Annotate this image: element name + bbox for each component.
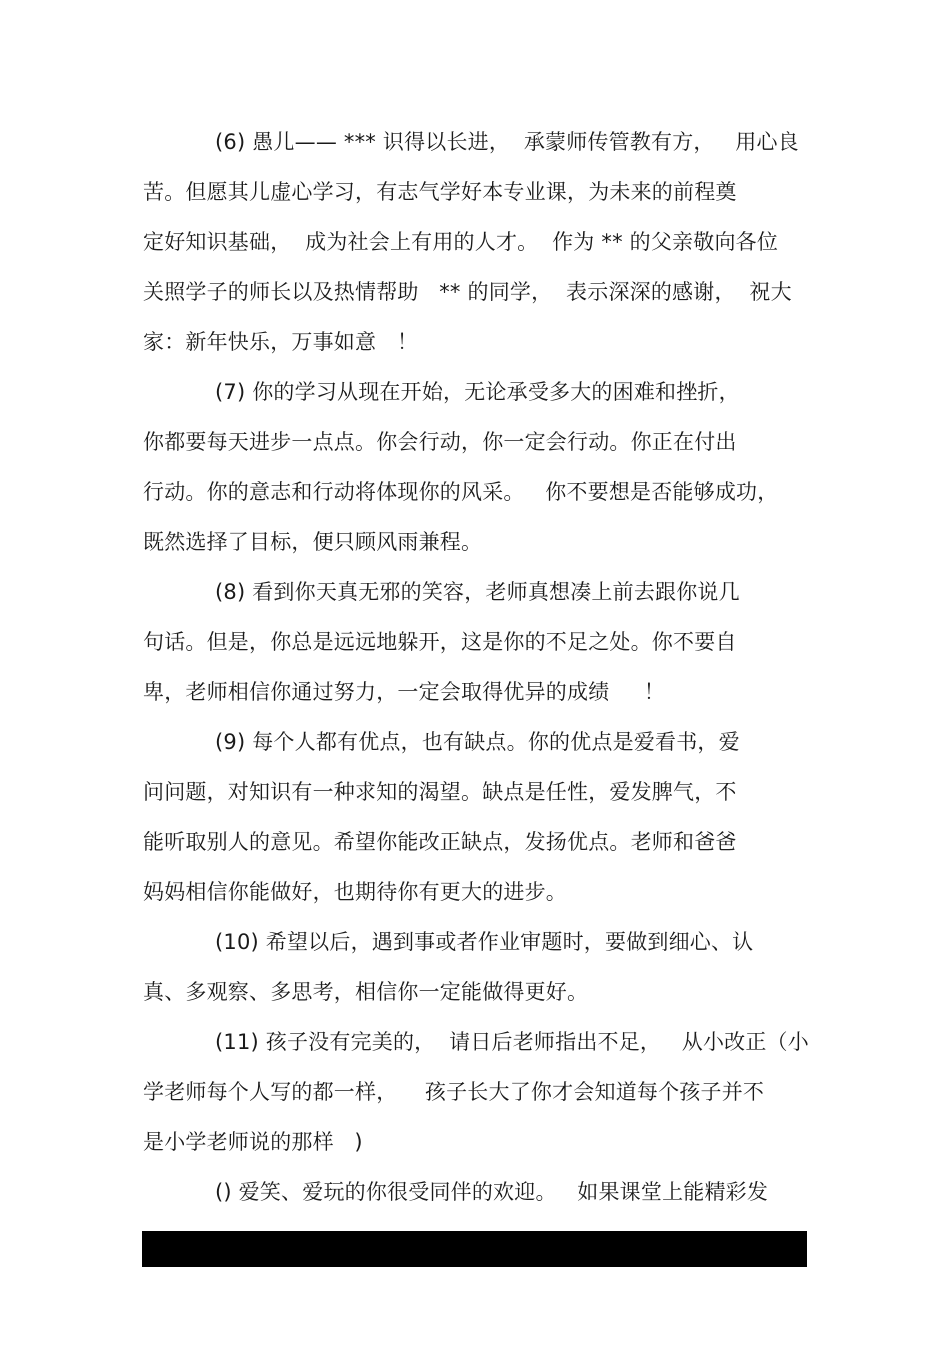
paragraph-7-line-2: 你都要每天进步一点点。你会行动，你一定会行动。你正在付出	[143, 430, 737, 454]
paragraph-6-line-4: 关照学子的师长以及热情帮助 ** 的同学， 表示深深的感谢， 祝大	[143, 280, 792, 304]
paragraph-8-line-1: (8) 看到你天真无邪的笑容，老师真想凑上前去跟你说几	[215, 580, 740, 604]
paragraph-8-line-3: 卑，老师相信你通过努力，一定会取得优异的成绩 ！	[143, 680, 665, 704]
paragraph-9-line-4: 妈妈相信你能做好，也期待你有更大的进步。	[143, 880, 567, 904]
paragraph-6-line-5: 家：新年快乐，万事如意 ！	[143, 330, 419, 354]
paragraph-12-line-1: () 爱笑、爱玩的你很受同伴的欢迎。 如果课堂上能精彩发	[215, 1180, 769, 1204]
paragraph-11-line-3: 是小学老师说的那样 )	[143, 1130, 363, 1154]
paragraph-7-line-3: 行动。你的意志和行动将体现你的风采。 你不要想是否能够成功，	[143, 480, 779, 504]
paragraph-10-line-1: (10) 希望以后，遇到事或者作业审题时，要做到细心、认	[215, 930, 754, 954]
paragraph-9-line-1: (9) 每个人都有优点，也有缺点。你的优点是爱看书，爱	[215, 730, 740, 754]
paragraph-7-line-1: (7) 你的学习从现在开始，无论承受多大的困难和挫折，	[215, 380, 740, 404]
paragraph-8-line-2: 句话。但是，你总是远远地躲开，这是你的不足之处。你不要自	[143, 630, 737, 654]
paragraph-11-line-2: 学老师每个人写的都一样， 孩子长大了你才会知道每个孩子并不	[143, 1080, 765, 1104]
paragraph-10-line-2: 真、多观察、多思考，相信你一定能做得更好。	[143, 980, 589, 1004]
paragraph-7-line-4: 既然选择了目标，便只顾风雨兼程。	[143, 530, 483, 554]
paragraph-11-line-1: (11) 孩子没有完美的， 请日后老师指出不足， 从小改正（小	[215, 1030, 809, 1054]
footer-black-bar	[142, 1231, 807, 1267]
paragraph-6-line-3: 定好知识基础， 成为社会上有用的人才。 作为 ** 的父亲敬向各位	[143, 230, 779, 254]
paragraph-9-line-3: 能听取别人的意见。希望你能改正缺点，发扬优点。老师和爸爸	[143, 830, 737, 854]
paragraph-9-line-2: 问问题，对知识有一种求知的渴望。缺点是任性，爱发脾气，不	[143, 780, 737, 804]
paragraph-6-line-1: (6) 愚儿—— *** 识得以长进， 承蒙师传管教有方， 用心良	[215, 130, 799, 154]
paragraph-6-line-2: 苦。但愿其儿虚心学习，有志气学好本专业课，为未来的前程奠	[143, 180, 737, 204]
